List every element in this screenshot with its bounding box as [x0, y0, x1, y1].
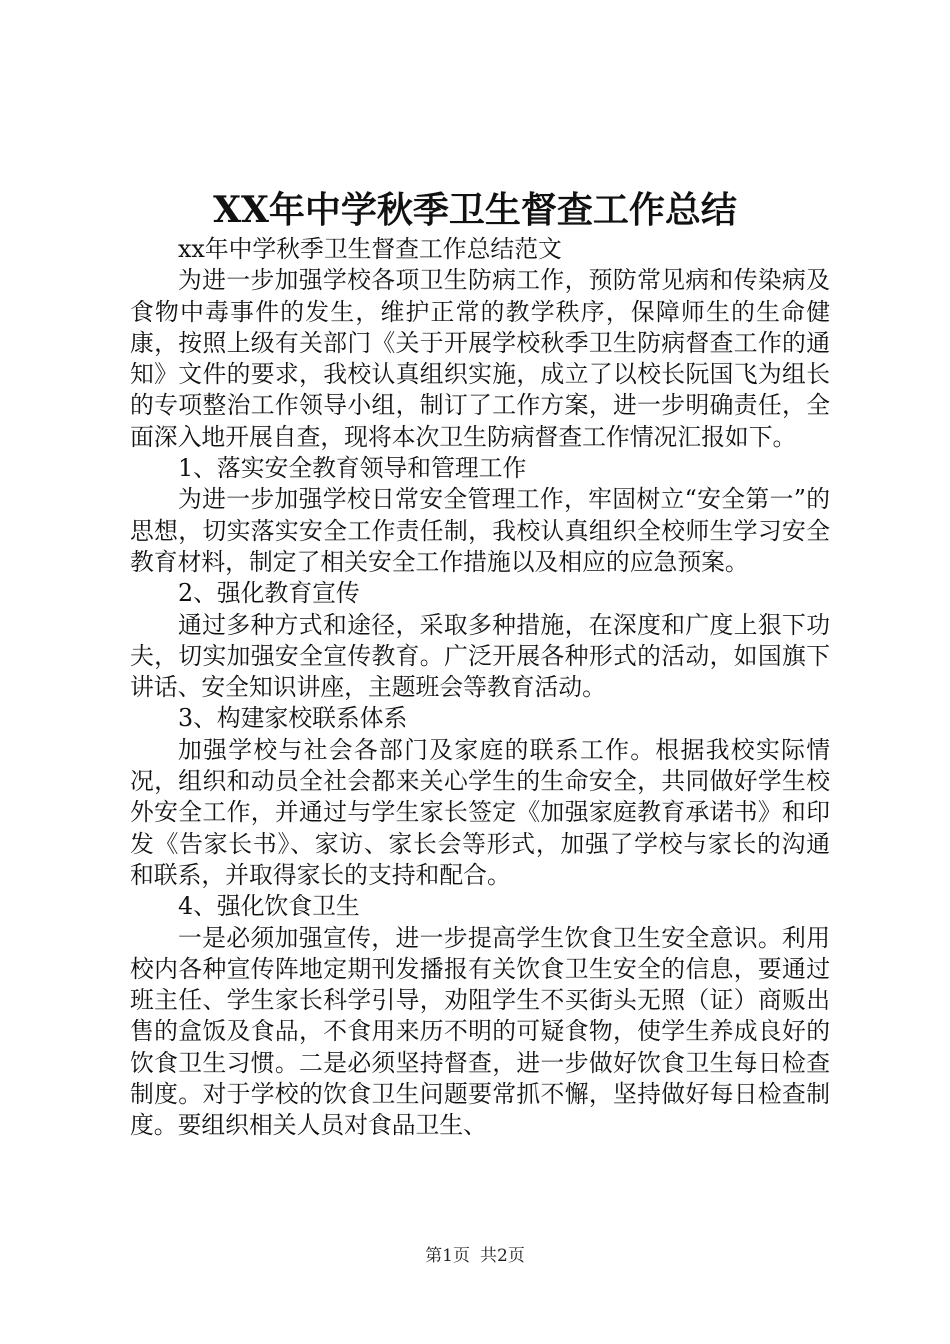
page-total: 共2页	[480, 1246, 525, 1266]
page-footer	[0, 1244, 950, 1268]
subtitle-heading: xx年中学秋季卫生督查工作总结范文	[178, 235, 562, 263]
document-title: XX年中学秋季卫生督查工作总结	[213, 189, 737, 231]
section-heading-3: 3、构建家校联系体系	[178, 704, 408, 733]
page-number: 第1页	[425, 1246, 470, 1266]
section-paragraph-4: 一是必须加强宣传，进一步提高学生饮食卫生安全意识。利用校内各种宣传阵地定期刊发播报有关饮食卫生安全的信息，要通过班主任、学生家长科学引导，劝阻学生不买街头无照（证）商贩出售的盒饭及食品，不食用来历不明的可疑食物，使学生养成良好的饮食卫生习惯。二是必须坚持督查，进一步做好饮食卫生每日检查制度。对于学校的饮食卫生问题要常抓不懈，坚持做好每日检查制度。要组织相关人员对食品卫生、	[130, 923, 830, 1140]
section-heading-1: 1、落实安全教育领导和管理工作	[178, 454, 527, 483]
intro-paragraph: 为进一步加强学校各项卫生防病工作，预防常见病和传染病及食物中毒事件的发生，维护正常的教学秩序，保障师生的生命健康，按照上级有关部门《关于开展学校秋季卫生防病督查工作的通知》文件的要求，我校认真组织实施，成立了以校长阮国飞为组长的专项整治工作领导小组，制订了工作方案，进一步明确责任，全面深入地开展自查，现将本次卫生防病督查工作情况汇报如下。	[130, 266, 830, 451]
section-paragraph-2: 通过多种方式和途径，采取多种措施，在深度和广度上狠下功夫，切实加强安全宣传教育。广泛开展各种形式的活动，如国旗下讲话、安全知识讲座，主题班会等教育活动。	[130, 610, 830, 702]
section-paragraph-3: 加强学校与社会各部门及家庭的联系工作。根据我校实际情况，组织和动员全社会都来关心学生的生命安全，共同做好学生校外安全工作，并通过与学生家长签定《加强家庭教育承诺书》和印发《告家长书》、家访、家长会等形式，加强了学校与家长的沟通和联系，并取得家长的支持和配合。	[130, 735, 830, 889]
section-heading-2: 2、强化教育宣传	[178, 579, 360, 608]
document-body	[130, 234, 830, 1142]
section-heading-4: 4、强化饮食卫生	[178, 892, 360, 921]
section-paragraph-1: 为进一步加强学校日常安全管理工作，牢固树立“安全第一”的思想，切实落实安全工作责任制，我校认真组织全校师生学习安全教育材料，制定了相关安全工作措施以及相应的应急预案。	[130, 485, 830, 576]
